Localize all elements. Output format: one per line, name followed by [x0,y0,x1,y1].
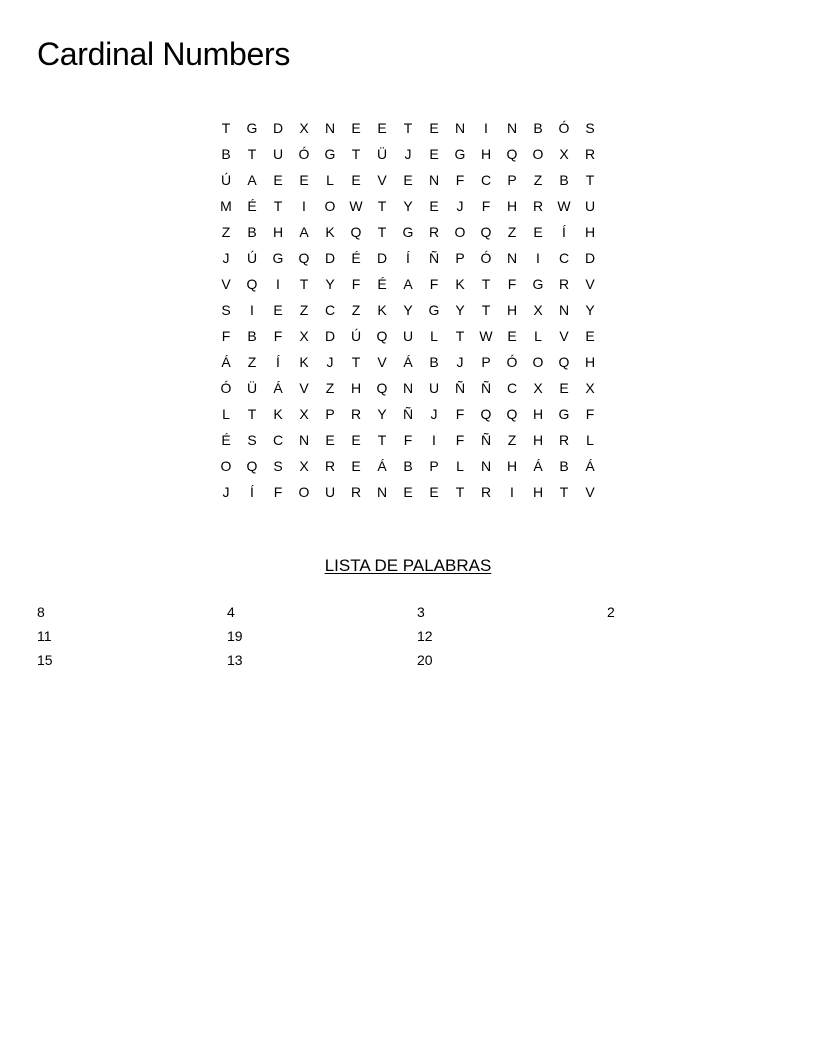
grid-letter: H [506,198,518,214]
grid-letter: L [326,172,334,188]
grid-letter: Í [562,224,566,240]
grid-row [213,453,603,479]
grid-letter: N [376,484,388,500]
grid-letter: T [455,484,465,500]
grid-letter: F [455,432,465,448]
grid-letter: E [429,120,439,136]
word-list-item: 13 [227,652,243,668]
grid-letter: G [428,302,440,318]
grid-letter: R [350,484,362,500]
grid-letter: T [559,484,569,500]
grid-letter: H [480,146,492,162]
grid-letter: V [585,276,595,292]
grid-letter: S [221,302,231,318]
grid-letter: W [557,198,571,214]
grid-letter: Q [246,276,258,292]
grid-row [213,193,603,219]
grid-letter: V [299,380,309,396]
grid-letter: K [273,406,283,422]
grid-letter: Ñ [402,406,414,422]
grid-letter: I [276,276,280,292]
grid-letter: C [272,432,284,448]
grid-letter: Q [298,250,310,266]
grid-letter: I [432,432,436,448]
grid-letter: H [532,484,544,500]
grid-letter: N [402,380,414,396]
grid-row [213,141,603,167]
grid-letter: O [324,198,336,214]
grid-letter: D [376,250,388,266]
grid-letter: J [430,406,438,422]
grid-letter: F [273,328,283,344]
grid-letter: A [403,276,413,292]
grid-letter: P [429,458,439,474]
grid-letter: T [377,224,387,240]
grid-letter: T [377,432,387,448]
grid-letter: Ó [480,250,492,266]
word-list-item: 8 [37,604,45,620]
grid-letter: X [299,458,309,474]
grid-letter: F [455,406,465,422]
word-list-item [607,648,797,672]
grid-letter: Ñ [428,250,440,266]
grid-letter: F [403,432,413,448]
grid-letter: Z [507,432,517,448]
grid-letter: F [429,276,439,292]
grid-letter: W [479,328,493,344]
grid-letter: Z [351,302,361,318]
grid-letter: Á [221,354,231,370]
grid-letter: N [428,172,440,188]
grid-letter: T [247,146,257,162]
grid-row [213,323,603,349]
grid-letter: H [584,224,596,240]
grid-letter: T [455,328,465,344]
grid-letter: V [559,328,569,344]
grid-letter: Q [376,380,388,396]
grid-letter: C [324,302,336,318]
grid-letter: T [403,120,413,136]
grid-letter: I [250,302,254,318]
grid-letter: F [507,276,517,292]
grid-letter: G [402,224,414,240]
grid-letter: É [377,276,387,292]
grid-letter: N [454,120,466,136]
grid-letter: B [247,328,257,344]
grid-letter: L [586,432,594,448]
grid-letter: E [299,172,309,188]
word-list-item: 20 [417,652,433,668]
grid-letter: Í [276,354,280,370]
grid-letter: O [220,458,232,474]
grid-letter: Y [585,302,595,318]
grid-letter: Á [585,458,595,474]
grid-letter: V [377,172,387,188]
grid-letter: R [350,406,362,422]
grid-letter: É [351,250,361,266]
grid-letter: E [351,172,361,188]
grid-letter: U [402,328,414,344]
grid-letter: W [349,198,363,214]
word-list-heading [0,554,816,578]
grid-letter: R [428,224,440,240]
word-list-item [607,624,797,648]
grid-letter: N [506,250,518,266]
grid-letter: T [247,406,257,422]
grid-letter: C [558,250,570,266]
grid-letter: B [247,224,257,240]
grid-letter: H [584,354,596,370]
grid-letter: F [455,172,465,188]
grid-letter: P [325,406,335,422]
grid-letter: Ñ [480,432,492,448]
grid-letter: I [484,120,488,136]
grid-letter: G [272,250,284,266]
grid-letter: F [221,328,231,344]
grid-letter: J [456,198,464,214]
grid-row [213,271,603,297]
grid-letter: N [480,458,492,474]
grid-letter: E [429,198,439,214]
word-list-row [37,624,797,648]
grid-letter: L [222,406,230,422]
grid-letter: L [430,328,438,344]
grid-letter: Á [273,380,283,396]
grid-letter: Z [221,224,231,240]
grid-letter: O [454,224,466,240]
grid-letter: Ñ [480,380,492,396]
word-list-row [37,648,797,672]
word-list [37,600,797,672]
grid-letter: A [299,224,309,240]
grid-letter: N [324,120,336,136]
grid-letter: J [456,354,464,370]
grid-letter: N [506,120,518,136]
grid-letter: D [324,328,336,344]
grid-letter: D [324,250,336,266]
grid-letter: S [273,458,283,474]
grid-letter: Q [350,224,362,240]
grid-letter: S [247,432,257,448]
grid-row [213,349,603,375]
grid-letter: Z [507,224,517,240]
grid-letter: Q [506,406,518,422]
grid-letter: E [273,302,283,318]
grid-letter: Q [480,406,492,422]
grid-letter: Ó [506,354,518,370]
grid-letter: A [247,172,257,188]
grid-letter: V [585,484,595,500]
grid-letter: N [558,302,570,318]
grid-letter: Í [250,484,254,500]
grid-letter: R [324,458,336,474]
word-list-row [37,600,797,624]
grid-row [213,245,603,271]
grid-letter: K [299,354,309,370]
grid-letter: T [481,302,491,318]
grid-letter: Y [403,198,413,214]
grid-letter: T [585,172,595,188]
grid-letter: S [585,120,595,136]
grid-letter: C [506,380,518,396]
grid-letter: V [221,276,231,292]
grid-letter: Ó [298,146,310,162]
grid-letter: T [351,354,361,370]
grid-row [213,167,603,193]
grid-letter: Í [406,250,410,266]
grid-letter: E [429,146,439,162]
grid-letter: L [456,458,464,474]
grid-letter: E [351,458,361,474]
grid-letter: O [532,146,544,162]
grid-letter: G [454,146,466,162]
grid-letter: X [299,328,309,344]
grid-letter: G [246,120,258,136]
grid-letter: Ú [220,172,232,188]
grid-letter: O [298,484,310,500]
grid-letter: T [377,198,387,214]
word-list-item: 15 [37,652,53,668]
grid-letter: E [585,328,595,344]
grid-letter: C [480,172,492,188]
grid-letter: J [404,146,412,162]
grid-row [213,479,603,505]
grid-letter: E [377,120,387,136]
grid-letter: K [455,276,465,292]
grid-letter: L [534,328,542,344]
grid-letter: U [272,146,284,162]
grid-letter: Ü [376,146,388,162]
grid-letter: Y [455,302,465,318]
grid-letter: E [533,224,543,240]
grid-letter: E [351,120,361,136]
grid-letter: Ú [246,250,258,266]
grid-letter: Z [533,172,543,188]
grid-letter: H [506,458,518,474]
grid-letter: D [584,250,596,266]
grid-letter: P [455,250,465,266]
grid-letter: N [298,432,310,448]
grid-letter: U [584,198,596,214]
grid-letter: E [429,484,439,500]
grid-letter: R [558,276,570,292]
grid-letter: T [481,276,491,292]
grid-letter: Z [247,354,257,370]
grid-letter: E [325,432,335,448]
grid-letter: Á [533,458,543,474]
word-list-title: LISTA DE PALABRAS [324,556,492,575]
grid-letter: Ü [246,380,258,396]
grid-letter: X [585,380,595,396]
grid-letter: E [403,484,413,500]
grid-row [213,297,603,323]
grid-letter: U [428,380,440,396]
grid-letter: K [377,302,387,318]
grid-letter: E [403,172,413,188]
grid-letter: G [532,276,544,292]
word-list-item: 2 [607,604,615,620]
grid-letter: D [272,120,284,136]
grid-letter: Á [377,458,387,474]
grid-letter: Y [403,302,413,318]
grid-row [213,375,603,401]
page-title: Cardinal Numbers [37,36,291,72]
grid-letter: E [559,380,569,396]
grid-letter: F [481,198,491,214]
grid-letter: J [222,250,230,266]
grid-letter: R [532,198,544,214]
grid-letter: F [585,406,595,422]
grid-letter: H [506,302,518,318]
grid-letter: Ñ [454,380,466,396]
grid-letter: T [351,146,361,162]
grid-row [213,427,603,453]
grid-letter: E [351,432,361,448]
grid-letter: X [533,302,543,318]
grid-letter: Q [506,146,518,162]
word-list-item: 4 [227,604,235,620]
grid-letter: V [377,354,387,370]
grid-letter: B [221,146,231,162]
grid-letter: P [507,172,517,188]
grid-letter: H [272,224,284,240]
grid-letter: H [532,432,544,448]
grid-letter: T [299,276,309,292]
grid-letter: G [324,146,336,162]
grid-letter: Y [325,276,335,292]
grid-letter: U [324,484,336,500]
grid-letter: K [325,224,335,240]
grid-letter: Ó [220,380,232,396]
grid-letter: T [221,120,231,136]
word-list-item: 19 [227,628,243,644]
grid-letter: O [532,354,544,370]
grid-letter: I [510,484,514,500]
grid-letter: B [429,354,439,370]
grid-letter: E [507,328,517,344]
grid-letter: Q [480,224,492,240]
grid-letter: H [532,406,544,422]
grid-letter: G [558,406,570,422]
grid-letter: F [273,484,283,500]
grid-letter: B [403,458,413,474]
word-list-item: 12 [417,628,433,644]
grid-letter: B [559,172,569,188]
grid-letter: É [221,432,231,448]
grid-letter: X [299,120,309,136]
grid-letter: T [273,198,283,214]
grid-letter: M [220,198,232,214]
grid-letter: Z [325,380,335,396]
word-search-grid [213,115,603,505]
grid-letter: J [222,484,230,500]
grid-letter: Q [246,458,258,474]
grid-letter: Ú [350,328,362,344]
grid-letter: X [299,406,309,422]
grid-letter: Z [299,302,309,318]
grid-row [213,219,603,245]
grid-letter: X [559,146,569,162]
grid-letter: Á [403,354,413,370]
grid-letter: F [351,276,361,292]
grid-row [213,115,603,141]
grid-letter: R [558,432,570,448]
grid-letter: X [533,380,543,396]
grid-letter: Q [558,354,570,370]
grid-letter: I [536,250,540,266]
grid-letter: R [584,146,596,162]
grid-row [213,401,603,427]
grid-letter: P [481,354,491,370]
grid-letter: Ó [558,120,570,136]
grid-letter: Y [377,406,387,422]
grid-letter: E [273,172,283,188]
word-list-item: 11 [37,628,52,644]
grid-letter: I [302,198,306,214]
grid-letter: J [326,354,334,370]
grid-letter: B [559,458,569,474]
grid-letter: B [533,120,543,136]
word-list-item: 3 [417,604,425,620]
grid-letter: H [350,380,362,396]
grid-letter: Q [376,328,388,344]
grid-letter: É [247,198,257,214]
grid-letter: R [480,484,492,500]
